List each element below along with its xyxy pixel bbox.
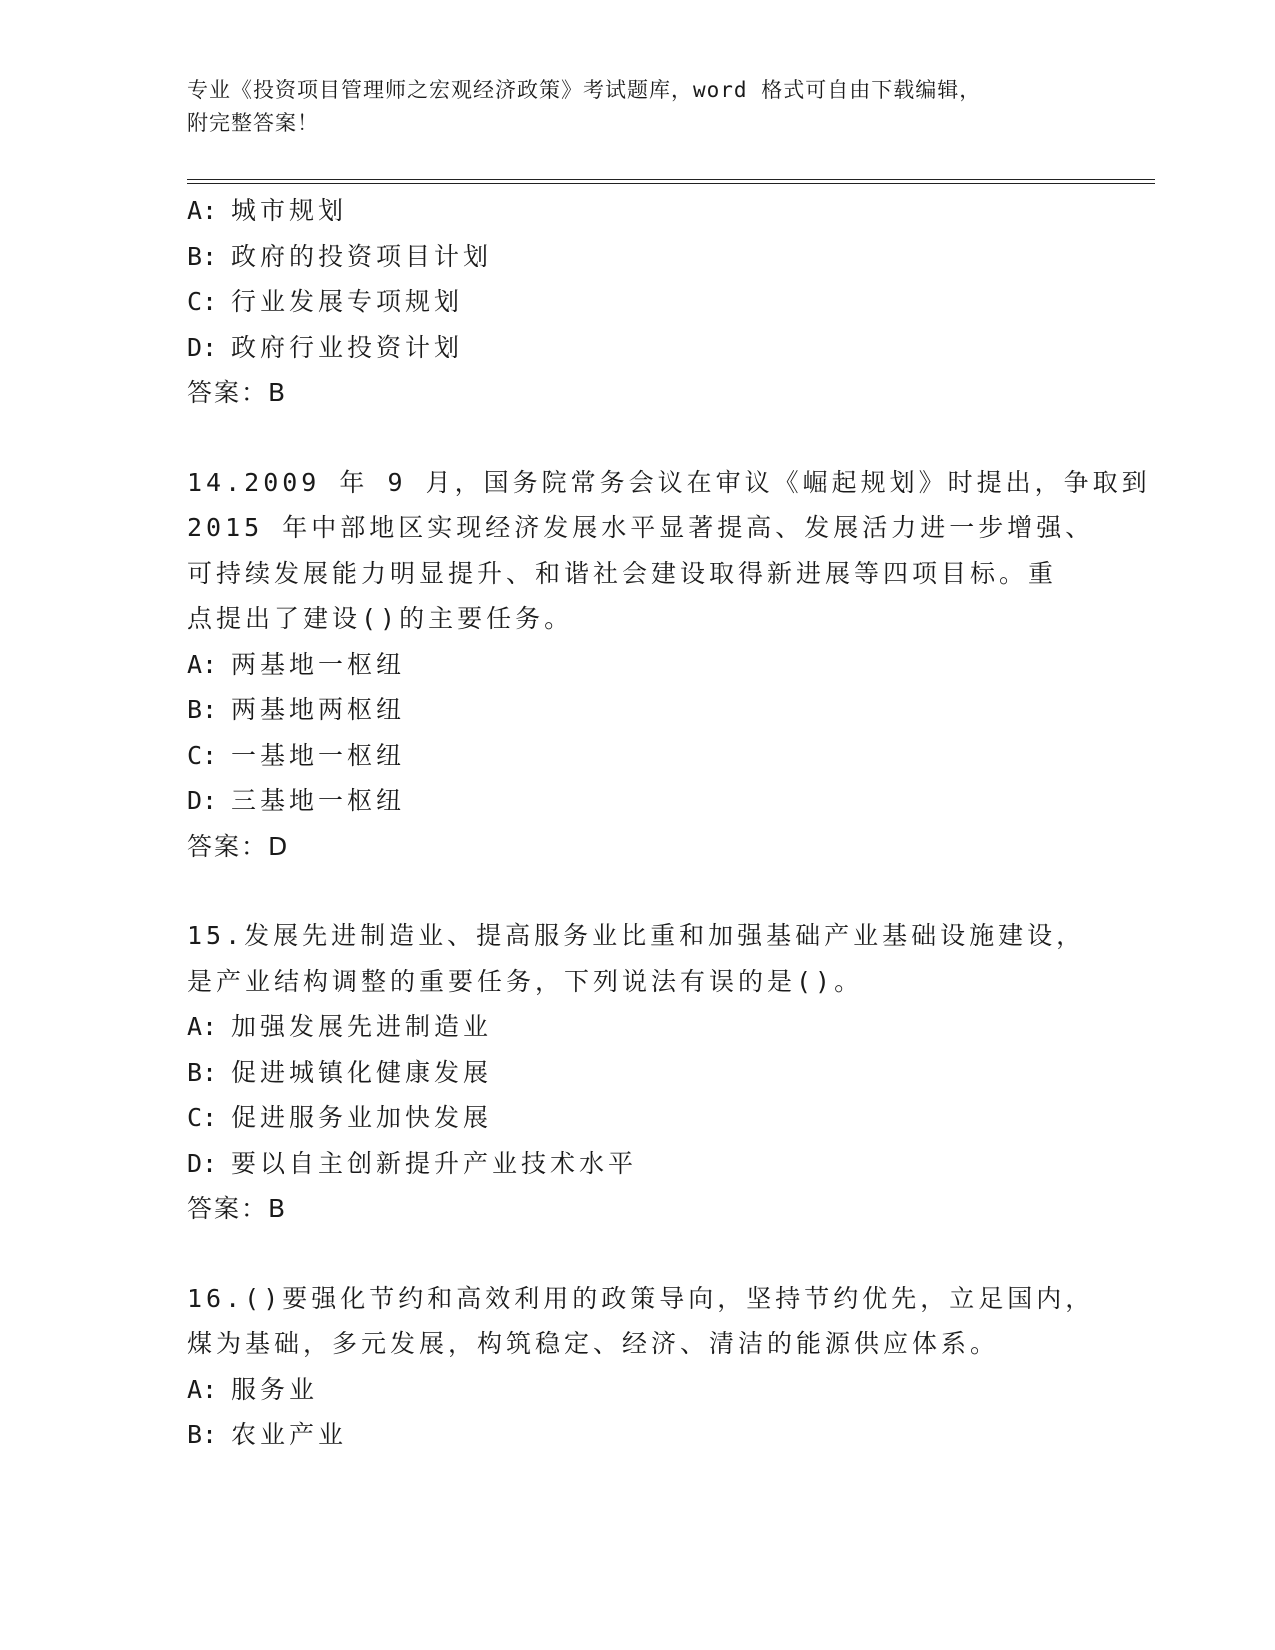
spacer [187, 1232, 1087, 1276]
header-divider [187, 179, 1155, 184]
question-text-line: 煤为基础，多元发展，构筑稳定、经济、清洁的能源供应体系。 [187, 1329, 1000, 1358]
option-d: D: 三基地一枢纽 [187, 786, 406, 815]
question-text-line: 点提出了建设()的主要任务。 [187, 604, 574, 633]
question-14 [187, 460, 1151, 870]
option-c: C: 促进服务业加快发展 [187, 1103, 493, 1132]
option-a: A: 城市规划 [187, 196, 348, 225]
question-15 [187, 913, 1087, 1232]
option-b: B: 政府的投资项目计划 [187, 241, 493, 271]
header-line-1: 专业《投资项目管理师之宏观经济政策》考试题库，word 格式可自由下载编辑， [187, 78, 982, 102]
option-a: A: 服务业 [187, 1374, 319, 1404]
document-header [187, 74, 1087, 140]
answer-line: 答案：B [187, 1194, 288, 1223]
option-b: B: 两基地两枢纽 [187, 695, 406, 724]
answer-line: 答案：D [187, 831, 290, 861]
option-d: D: 要以自主创新提升产业技术水平 [187, 1148, 638, 1178]
option-d: D: 政府行业投资计划 [187, 332, 464, 362]
option-a: A: 加强发展先进制造业 [187, 1012, 493, 1041]
question-text-line: 是产业结构调整的重要任务，下列说法有误的是()。 [187, 966, 864, 996]
question-text-line: 16.()要强化节约和高效利用的政策导向，坚持节约优先，立足国内， [187, 1283, 1095, 1313]
question-text-line: 14.2009 年 9 月，国务院常务会议在审议《崛起规划》时提出，争取到 [187, 467, 1151, 497]
question-list [187, 188, 1151, 1458]
question-text-line: 可持续发展能力明显提升、和谐社会建设取得新进展等四项目标。重 [187, 558, 1058, 588]
option-c: C: 行业发展专项规划 [187, 287, 464, 316]
spacer [187, 869, 1087, 913]
question-13 [187, 188, 1087, 416]
option-b: B: 促进城镇化健康发展 [187, 1057, 493, 1087]
question-text-line: 2015 年中部地区实现经济发展水平显著提高、发展活力进一步增强、 [187, 513, 1095, 542]
spacer [187, 416, 1087, 460]
option-a: A: 两基地一枢纽 [187, 649, 406, 679]
option-b: B: 农业产业 [187, 1420, 348, 1449]
question-16 [187, 1276, 1095, 1458]
header-line-2: 附完整答案！ [187, 111, 319, 135]
answer-line: 答案：B [187, 378, 288, 407]
question-text-line: 15.发展先进制造业、提高服务业比重和加强基础产业基础设施建设， [187, 921, 1086, 950]
option-c: C: 一基地一枢纽 [187, 740, 406, 770]
